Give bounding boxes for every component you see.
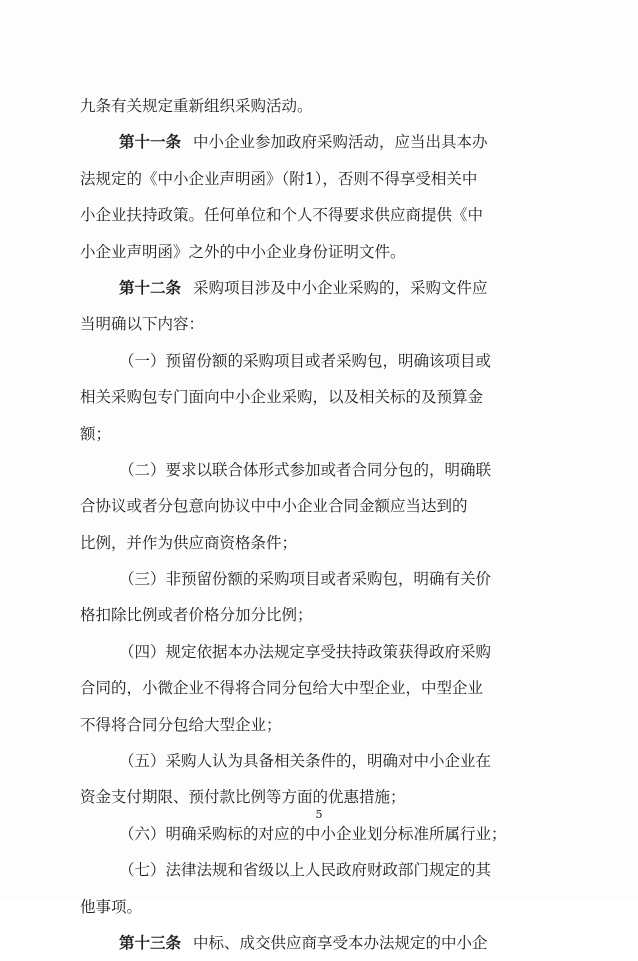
text-line xyxy=(80,707,540,743)
line-text: 法规定的《中小企业声明函》（附1），否则不得享受相关中 xyxy=(80,169,478,188)
text-line xyxy=(80,124,540,160)
text-line xyxy=(80,889,540,925)
text-line xyxy=(80,488,540,524)
line-text: 中小企业参加政府采购活动，应当出具本办 xyxy=(193,133,488,152)
text-line xyxy=(80,161,540,197)
text-line xyxy=(80,379,540,415)
line-text: （一）预留份额的采购项目或者采购包，明确该项目或 xyxy=(119,351,492,370)
line-text: 小企业声明函》之外的中小企业身份证明文件。 xyxy=(80,242,406,261)
text-line xyxy=(80,634,540,670)
article-number: 第十三条 xyxy=(119,932,182,952)
text-line xyxy=(80,306,540,342)
text-line xyxy=(80,743,540,779)
line-text: （四）规定依据本办法规定享受扶持政策获得政府采购 xyxy=(119,642,492,661)
line-text: 比例，并作为供应商资格条件； xyxy=(80,533,298,552)
text-line xyxy=(80,88,540,124)
body-text xyxy=(80,88,540,961)
text-line xyxy=(80,197,540,233)
line-text: 采购项目涉及中小企业采购的，采购文件应 xyxy=(193,278,488,297)
text-line xyxy=(80,452,540,488)
line-text: 格扣除比例或者价格分加分比例； xyxy=(80,606,313,625)
article-number: 第十一条 xyxy=(119,132,182,152)
text-line xyxy=(80,925,540,961)
line-text: 当明确以下内容： xyxy=(80,315,205,334)
text-line xyxy=(80,816,540,852)
line-text: （七）法律法规和省级以上人民政府财政部门规定的其 xyxy=(119,861,492,880)
text-line xyxy=(80,670,540,706)
line-text: 额； xyxy=(80,424,112,443)
text-line xyxy=(80,525,540,561)
line-text: 他事项。 xyxy=(80,897,143,916)
line-text: 不得将合同分包给大型企业； xyxy=(80,715,282,734)
line-text: 相关采购包专门面向中小企业采购，以及相关标的及预算金 xyxy=(80,388,484,407)
text-line xyxy=(80,416,540,452)
line-text: （二）要求以联合体形式参加或者合同分包的，明确联 xyxy=(119,460,492,479)
line-text: （五）采购人认为具备相关条件的，明确对中小企业在 xyxy=(119,752,492,771)
line-text: 合协议或者分包意向协议中中小企业合同金额应当达到的 xyxy=(80,497,468,516)
line-text: 中标、成交供应商享受本办法规定的中小企 xyxy=(193,933,488,952)
text-line xyxy=(80,561,540,597)
line-text: 九条有关规定重新组织采购活动。 xyxy=(80,97,313,115)
page-number: 5 xyxy=(315,808,323,821)
line-text: 资金支付期限、预付款比例等方面的优惠措施； xyxy=(80,788,406,807)
line-text: 小企业扶持政策。任何单位和个人不得要求供应商提供《中 xyxy=(80,206,484,225)
line-text: （六）明确采购标的对应的中小企业划分标准所属行业； xyxy=(119,824,507,843)
article-number: 第十二条 xyxy=(119,277,182,297)
text-line xyxy=(80,343,540,379)
text-line xyxy=(80,234,540,270)
text-line xyxy=(80,852,540,888)
line-text: 合同的，小微企业不得将合同分包给大中型企业，中型企业 xyxy=(80,679,484,698)
text-line xyxy=(80,597,540,633)
text-line xyxy=(80,270,540,306)
line-text: （三）非预留份额的采购项目或者采购包，明确有关价 xyxy=(119,570,492,589)
